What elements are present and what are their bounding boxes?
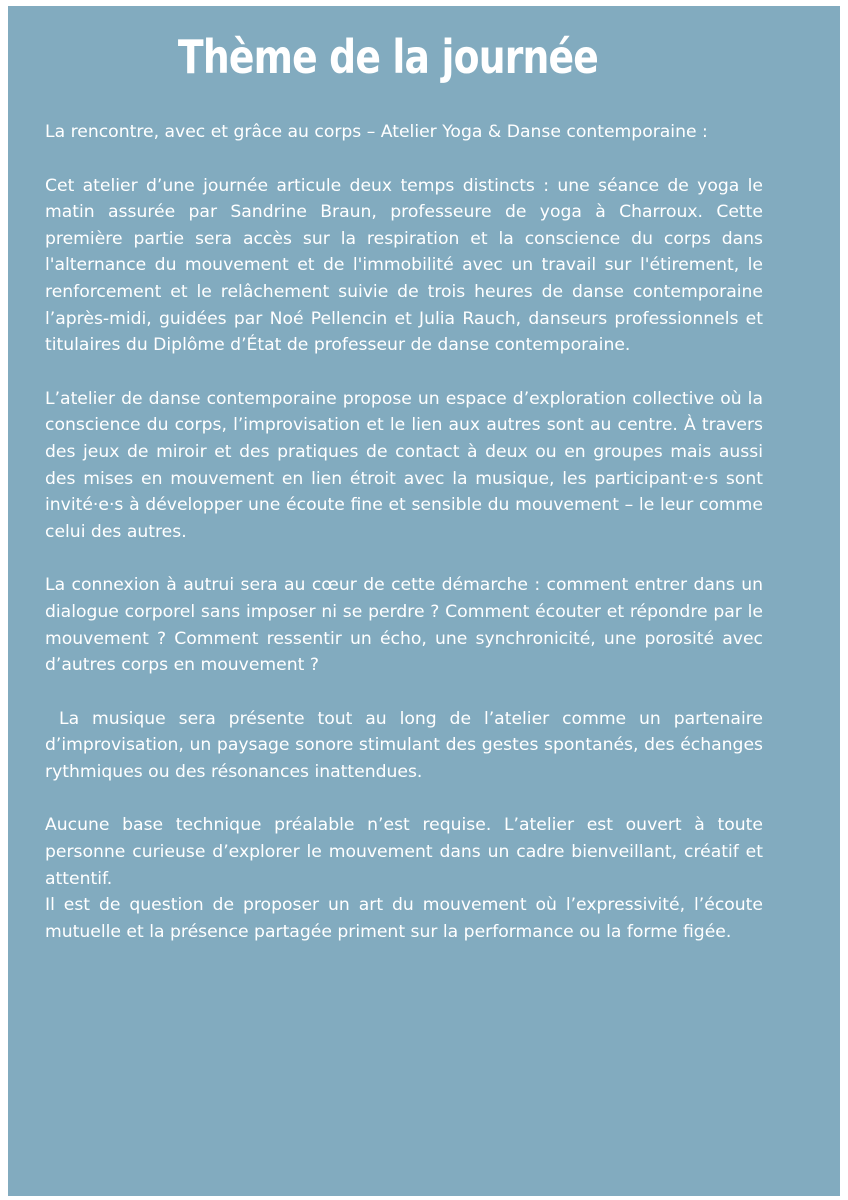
body-text bbox=[45, 119, 763, 945]
page-title: Thème de la journée bbox=[177, 30, 599, 84]
paragraph-intro: La rencontre, avec et grâce au corps – Atelier Yoga & Danse contemporaine : bbox=[45, 122, 708, 142]
paragraph-music: La musique sera présente tout au long de l’atelier comme un partenaire d’improvisation, un paysage sonore stimulant des gestes spontanés, des échanges rythmiques ou des résonances inattendues. bbox=[45, 708, 763, 782]
paragraph-program: Cet atelier d’une journée articule deux temps distincts : une séance de yoga le matin assurée par Sandrine Braun, professeure de yoga à Charroux. Cette première partie sera accès sur la respiration et la conscience du corps dans l'alternance du mouvement et de l'immobilité avec un travail sur l'étirement, le renforcement et le relâchement suivie de trois heures de danse contemporaine l’après-midi, guidées par Noé Pellencin et Julia Rauch, danseurs professionnels et titulaires du Diplôme d’État de professeur de danse contemporaine. bbox=[45, 175, 763, 356]
paragraph-goal: Il est de question de proposer un art du mouvement où l’expressivité, l’écoute mutuelle et la présence partagée priment sur la performance ou la forme figée. bbox=[45, 895, 763, 942]
flyer-sheet bbox=[8, 6, 840, 1196]
paragraph-requirements: Aucune base technique préalable n’est requise. L’atelier est ouvert à toute personne curieuse d’explorer le mouvement dans un cadre bienveillant, créatif et attentif. bbox=[45, 815, 763, 889]
paragraph-dance-workshop: L’atelier de danse contemporaine propose un espace d’exploration collective où la conscience du corps, l’improvisation et le lien aux autres sont au centre. À travers des jeux de miroir et des pratiques de contact à deux ou en groupes mais aussi des mises en mouvement en lien étroit avec la musique, les participant·e·s sont invité·e·s à développer une écoute fine et sensible du mouvement – le leur comme celui des autres. bbox=[45, 388, 763, 542]
paragraph-connection: La connexion à autrui sera au cœur de cette démarche : comment entrer dans un dialogue corporel sans imposer ni se perdre ? Comment écouter et répondre par le mouvement ? Comment ressentir un écho, une synchronicité, une porosité avec d’autres corps en mouvement ? bbox=[45, 575, 763, 676]
